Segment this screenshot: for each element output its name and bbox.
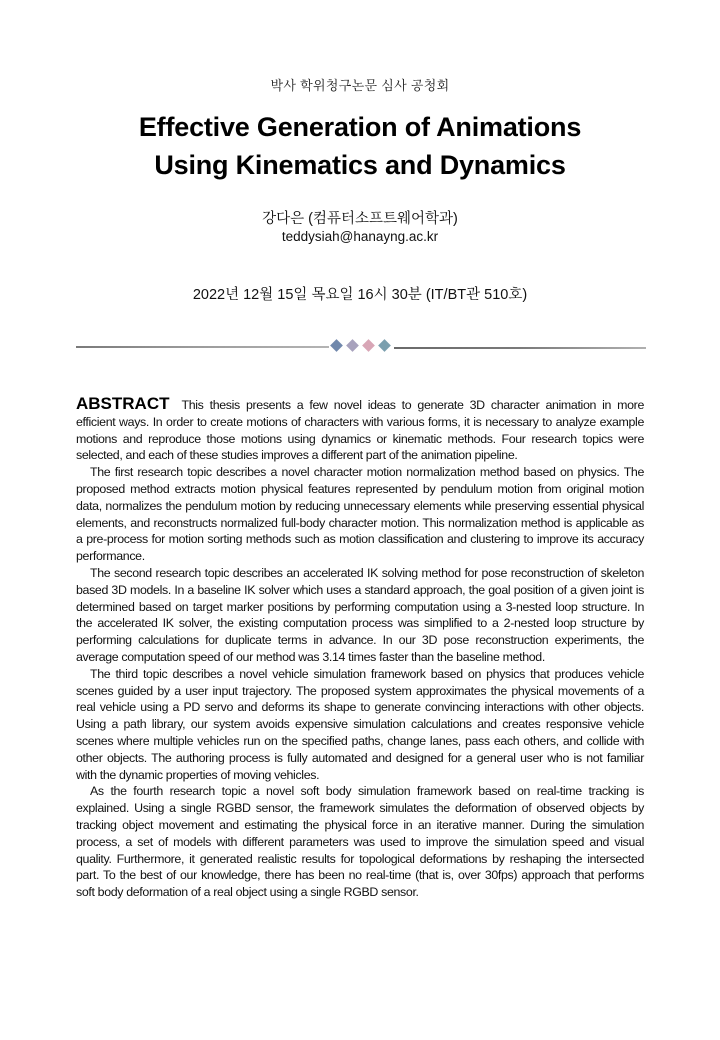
separator-line-right xyxy=(394,347,646,349)
abstract-paragraph-3: The second research topic describes an accelerated IK solving method for pose reconstruction of skeleton based 3D models. In a baseline IK solver which uses a standard approach, the goal position of a given joint is determined based on target marker positions by performing computation using a 3-nested loop structure. In the accelerated IK solver, the existing computation process was simplified to a 2-nested loop structure by performing calculations for duplicate terms in advance. In our 3D pose reconstruction experiments, the average computation speed of our method was 3.14 times faster than the baseline method. xyxy=(76,565,644,664)
diamond-icon xyxy=(330,339,343,352)
abstract-paragraph-2: The first research topic describes a novel character motion normalization method based on physics. The proposed method extracts motion physical features represented by pendulum motion from original motion data, normalizes the pendulum motion by reducing unnecessary elements while preserving essential physical elements, and reconstructs normalized full-body character motion. This normalization method is applicable as a pre-process for motion sorting methods such as motion classification and clustering to improve its accuracy performance. xyxy=(76,465,644,564)
separator-line-left xyxy=(76,346,329,348)
abstract-paragraph-text: This thesis presents a few novel ideas to generate 3D character animation in more efficient ways. In order to create motions of characters with various forms, it is necessary to analyze example motions and reproduce those motions using dynamics or kinematic methods. Four research topics were selected, and each of these studies improves a different part of the animation pipeline. xyxy=(76,398,644,463)
diamond-icon xyxy=(378,339,391,352)
author-name: 강다은 (컴퓨터소프트웨어학과) xyxy=(262,211,458,227)
diamond-icon xyxy=(362,339,375,352)
event-datetime: 2022년 12월 15일 목요일 16시 30분 (IT/BT관 510호) xyxy=(192,287,528,303)
abstract-section xyxy=(76,396,644,901)
thesis-title-line-2: Using Kinematics and Dynamics xyxy=(154,150,566,180)
author-email: teddysiah@hanayng.ac.kr xyxy=(281,229,439,244)
event-kicker: 박사 학위청구논문 심사 공청회 xyxy=(270,78,450,93)
diamond-icon xyxy=(346,339,359,352)
abstract-paragraph-4: The third topic describes a novel vehicle simulation framework based on physics that produces vehicle scenes guided by a user input trajectory. The proposed system approximates the physical movements of a real vehicle using a PD servo and deforms its shape to generate convincing interactions with other objects. Using a path library, our system avoids expensive simulation calculations and creates responsive vehicle scenes where multiple vehicles run on the specified paths, change lanes, pass each others, and collide with other objects. The authoring process is fully automated and designed for a general user who is not familiar with the dynamic properties of moving vehicles. xyxy=(76,666,644,782)
abstract-paragraph-5: As the fourth research topic a novel soft body simulation framework based on real-time tracking is explained. Using a single RGBD sensor, the framework simulates the deformation of observed objects by tracking object movement and estimating the physical force in an iterative manner. During the simulation process, a set of models with different parameters was used to improve the simulation speed and visual quality. Furthermore, it generated realistic results for topological deformations by reshaping the intersected part. To the best of our knowledge, there has been no real-time (that is, over 30fps) approach that performs soft body deformation of a real object using a single RGBD sensor. xyxy=(76,784,644,900)
decorative-separator xyxy=(76,336,646,358)
thesis-title-line-1: Effective Generation of Animations xyxy=(138,112,582,142)
abstract-paragraph-1 xyxy=(76,396,644,464)
thesis-title xyxy=(0,108,720,184)
abstract-heading: ABSTRACT xyxy=(76,394,170,413)
